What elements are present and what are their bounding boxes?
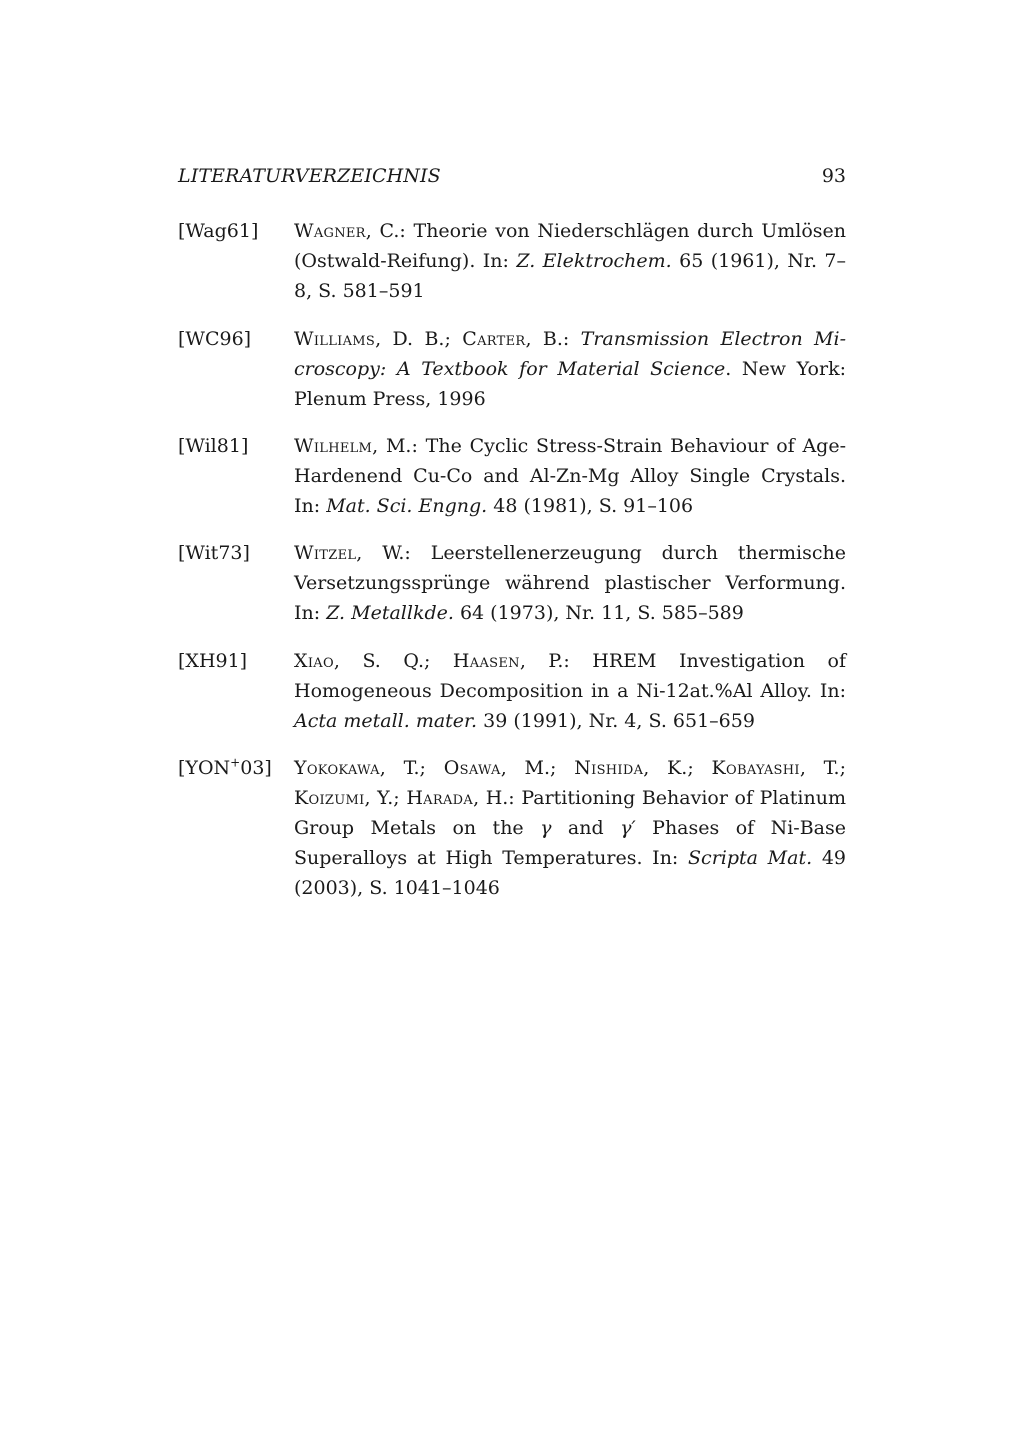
bib-entry	[178, 753, 846, 903]
bib-text: Wilhelm, M.: The Cyclic Stress-Strain Behaviour of Age-Hardenend Cu-Co and Al-Zn-Mg Alloy Single Crystals. In: Mat. Sci. Engng. 48 (1981), S. 91–106	[294, 435, 847, 517]
author-name: Harada	[406, 787, 474, 809]
author-name: Yokokawa	[294, 757, 380, 779]
author-name: Xiao	[294, 650, 334, 672]
author-name: Wagner	[294, 220, 366, 242]
journal-title: Mat. Sci. Engng.	[326, 495, 488, 517]
bib-entry	[178, 538, 846, 628]
book-title: Transmission Electron Microscopy: A Textbook for Material Science	[294, 328, 847, 380]
journal-title: Z. Metallkde.	[326, 602, 454, 624]
bib-key: [Wil81]	[178, 435, 249, 457]
bib-key: [WC96]	[178, 328, 252, 350]
gamma-prime-symbol: γ′	[620, 817, 636, 839]
author-name: Carter	[462, 328, 526, 350]
author-name: Wilhelm	[294, 435, 373, 457]
journal-title: Scripta Mat.	[688, 847, 813, 869]
bib-entry	[178, 646, 846, 736]
bib-text: Wagner, C.: Theorie von Niederschlägen durch Umlösen (Ostwald-Reifung). In: Z. Elektrochem. 65 (1961), Nr. 7–8, S. 581–591	[294, 220, 846, 302]
author-name: Williams	[294, 328, 376, 350]
running-head	[178, 165, 846, 191]
journal-title: Z. Elektrochem.	[516, 250, 672, 272]
author-name: Witzel	[294, 542, 357, 564]
author-name: Haasen	[452, 650, 520, 672]
author-name: Nishida	[574, 757, 644, 779]
page-number: 93	[821, 165, 846, 187]
author-name: Kobayashi	[711, 757, 800, 779]
bib-key: [YON+03]	[178, 755, 272, 779]
bib-entry	[178, 431, 846, 521]
running-head-title: LITERATURVERZEICHNIS	[178, 165, 441, 187]
bib-text: Williams, D. B.; Carter, B.: Transmission Electron Microscopy: A Textbook for Material Science. New York: Plenum Press, 1996	[294, 328, 847, 410]
author-name: Koizumi	[294, 787, 365, 809]
bib-entry	[178, 216, 846, 306]
author-name: Osawa	[443, 757, 501, 779]
bib-key: [Wag61]	[178, 220, 259, 242]
bib-text: Witzel, W.: Leerstellenerzeugung durch thermische Versetzungssprünge während plastischer Verformung. In: Z. Metallkde. 64 (1973), Nr. 11, S. 585–589	[294, 542, 846, 624]
gamma-symbol: γ	[540, 817, 552, 839]
bib-key: [Wit73]	[178, 542, 250, 564]
bib-entry	[178, 324, 846, 414]
bib-text: Xiao, S. Q.; Haasen, P.: HREM Investigation of Homogeneous Decomposition in a Ni-12at.%Al Alloy. In: Acta metall. mater. 39 (1991), Nr. 4, S. 651–659	[294, 650, 846, 732]
bib-text: Yokokawa, T.; Osawa, M.; Nishida, K.; Kobayashi, T.; Koizumi, Y.; Harada, H.: Partitioning Behavior of Platinum Group Metals on the γ and γ′ Phases of Ni-Base Superalloys at High Temperatures. In: Scripta Mat. 49 (2003), S. 1041–1046	[294, 757, 846, 899]
bib-key: [XH91]	[178, 650, 248, 672]
journal-title: Acta metall. mater.	[294, 710, 478, 732]
